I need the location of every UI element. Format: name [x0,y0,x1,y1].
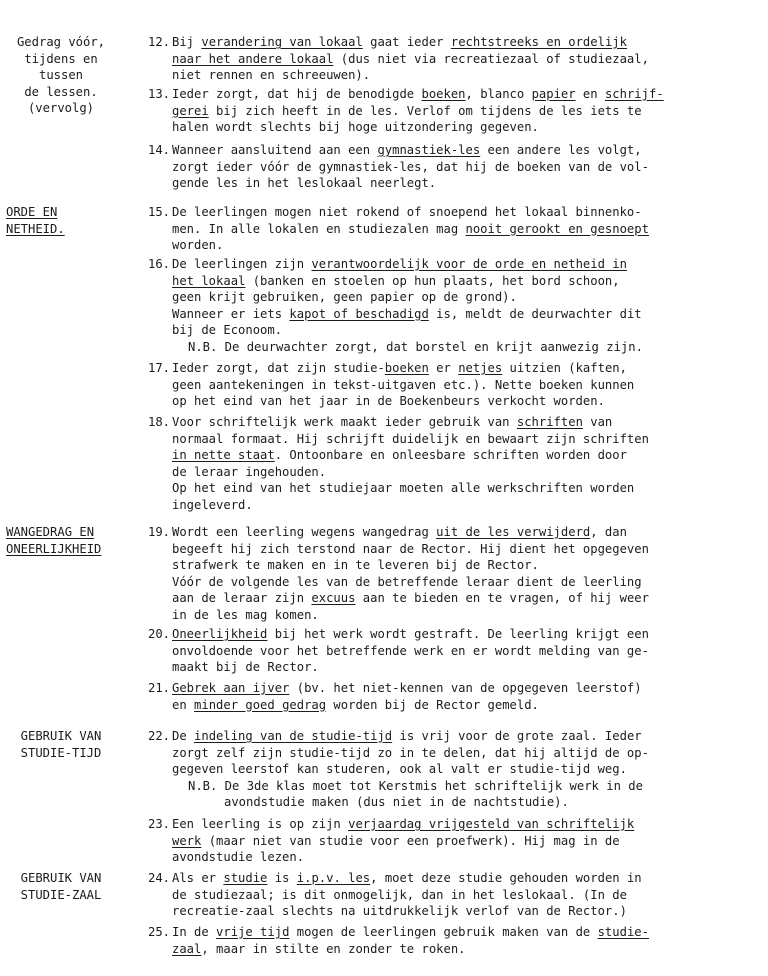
article-text [172,360,762,410]
text-line [172,159,762,176]
underlined-text: kapot of beschadigd [289,306,429,321]
text-segment: Wordt een leerling wegens wangedrag [172,525,437,539]
article-number: 17. [147,361,170,375]
section-heading-line: STUDIE-ZAAL [20,887,102,902]
underlined-text: rechtstreeks en ordelijk [450,35,627,49]
underlined-text: i.p.v. les [296,871,371,885]
text-line [172,697,762,714]
text-line [172,360,762,377]
text-segment: Vóór de volgende les van de betreffende leraar dient de leerling [172,574,642,589]
text-segment: op het eind van het jaar in de Boekenbeurs verkocht worden. [172,394,605,408]
underlined-text: in nette staat [172,448,275,462]
text-segment: N.B. De deurwachter zorgt, dat borstel en krijt aanwezig zijn. [188,339,643,354]
article-number: 12. [147,35,170,49]
text-segment: in de les mag komen. [172,607,319,622]
text-line [172,377,762,394]
text-segment: gegeven leerstof kan studeren, ook al valt er studie-tijd weg. [172,762,627,776]
text-segment: worden. [172,238,224,252]
text-line [172,431,762,448]
text-segment: is, meldt de deurwachter dit [428,306,642,321]
underlined-text: indeling van de studie-tijd [194,729,393,743]
text-segment: bij de Econoom. [172,323,283,337]
underlined-text: zaal [172,941,202,956]
text-segment: , blanco [465,87,532,101]
text-segment: een andere les volgt, [480,143,642,157]
section-heading-line: tussen [38,68,84,82]
underlined-text: het lokaal [172,273,246,288]
text-line [172,221,762,238]
article-text [172,34,762,84]
text-segment: Wanneer er iets [172,306,290,321]
text-segment: (bv. het niet-kennen van de opgegeven leerstof) [289,681,642,695]
text-line [172,414,762,431]
text-segment: (maar niet van studie voor een proefwerk). Hij mag in de [201,833,620,848]
text-segment: (dus niet via recreatiezaal of studiezaal, [333,51,649,66]
text-segment: halen wordt slechts bij hoge uitzondering gegeven. [172,120,539,134]
text-segment: geen krijt gebruiken, geen papier op de grond). [172,290,517,304]
text-segment: is [267,871,297,885]
text-segment: is vrij voor de grote zaal. Ieder [392,729,642,743]
underlined-text: vrije tijd [216,925,290,939]
text-line [172,306,762,323]
article-number: 16. [147,257,170,271]
text-segment: aan te bieden en te vragen, of hij weer [355,591,649,605]
text-segment: men. In alle lokalen en studiezalen mag [172,221,466,236]
text-line [172,574,762,591]
text-segment: De [172,729,195,743]
text-segment: onvoldoende voor het betreffende werk en er wordt melding van ge- [172,643,649,658]
text-line [172,447,762,464]
underlined-text: gymnastiek-les [377,143,481,157]
underlined-text: boeken [421,87,466,101]
text-segment: recreatie-zaal slechts na uitdrukkelijk verlof van de Rector.) [172,904,627,918]
section-heading-line: de lessen. [24,84,98,99]
article-number: 14. [147,143,170,157]
section-heading-gedrag [6,34,116,117]
text-segment: Op het eind van het studiejaar moeten alle werkschriften worden [172,481,635,495]
text-line [172,887,762,904]
text-segment: zorgt ieder vóór de gymnastiek-les, dat hij de boeken van de vol- [172,159,649,174]
underlined-text: werk [172,833,202,848]
text-segment: Wanneer aansluitend aan een [172,143,378,157]
text-segment: gende les in het leslokaal neerlegt. [172,176,437,190]
text-segment: zorgt zelf zijn studie-tijd zo in te delen, dat hij altijd de op- [172,745,649,760]
text-line [172,903,762,920]
text-segment: er [428,361,459,375]
article-number: 19. [147,525,170,539]
text-line [172,924,762,941]
text-line [172,273,762,290]
text-segment: aan de leraar zijn [172,591,312,605]
underlined-text: boeken [384,361,429,375]
text-segment: De leerlingen mogen niet rokend of snoepend het lokaal binnenko- [172,205,642,219]
text-segment: strafwerk te maken en in te leveren bij de Rector. [172,558,539,572]
underlined-text: verjaardag vrijgesteld van schriftelijk [348,817,635,831]
text-segment: normaal formaat. Hij schrijft duidelijk en bewaart zijn schriften [172,431,649,446]
section-heading-studietijd [6,728,116,761]
text-line [172,524,762,541]
text-segment: bij het werk wordt gestraft. De leerling krijgt een [267,627,649,641]
section-heading-line: GEBRUIK VAN [20,871,102,885]
text-segment: mogen de leerlingen gebruik maken van de [289,925,598,939]
text-line [172,339,762,356]
text-segment: avondstudie maken (dus niet in de nachtstudie). [224,795,569,809]
text-line [172,870,762,887]
text-segment: . Ontoonbare en onleesbare schriften worden door [274,448,627,462]
text-line [172,480,762,497]
text-line [172,541,762,558]
text-segment: bij zich heeft in de les. Verlof om tijdens de les iets te [208,103,642,118]
text-line [172,51,762,68]
text-segment: Een leerling is op zijn [172,817,349,831]
text-line [172,833,762,850]
text-line [172,393,762,410]
text-segment: uitzien (kaften, [502,361,627,375]
underlined-text: schrijf- [604,87,664,101]
article-text [172,204,762,254]
text-line [172,86,762,103]
text-line [172,849,762,866]
section-heading-orde [6,204,116,237]
text-line [172,761,762,778]
article-number: 21. [147,681,170,695]
text-segment: de studiezaal; is dit onmogelijk, dan in het leslokaal. (In de [172,887,627,902]
text-segment: (banken en stoelen op hun plaats, het bord schoon, [245,273,620,288]
text-line [172,680,762,697]
underlined-text: uit de les verwijderd [436,525,591,539]
text-line [172,204,762,221]
section-heading-line: WANGEDRAG EN [6,525,95,539]
underlined-text: minder goed gedrag [194,697,327,712]
section-heading-line: GEBRUIK VAN [20,729,102,743]
underlined-text: studie- [597,925,649,939]
text-line [172,34,762,51]
text-segment: en [575,87,605,101]
text-line [172,67,762,84]
text-line [172,256,762,273]
text-segment: Als er [172,871,224,885]
section-heading-line: ORDE EN [6,205,58,219]
underlined-text: schriften [516,415,583,429]
text-segment: begeeft hij zich terstond naar de Rector. Hij dient het opgegeven [172,541,649,556]
text-line [172,557,762,574]
text-line [172,590,762,607]
text-line [172,322,762,339]
text-line [172,497,762,514]
text-segment: maakt bij de Rector. [172,660,319,674]
underlined-text: naar het andere lokaal [172,51,334,66]
underlined-text: studie [223,871,268,885]
article-text [172,86,762,136]
text-segment: worden bij de Rector gemeld. [326,697,539,712]
text-line [172,237,762,254]
text-segment: Voor schriftelijk werk maakt ieder gebruik van [172,415,517,429]
text-segment: N.B. De 3de klas moet tot Kerstmis het schriftelijk werk in de [188,778,643,793]
text-line [172,778,762,795]
text-line [172,745,762,762]
article-text [172,524,762,623]
text-segment: In de [172,925,217,939]
underlined-text: nooit gerookt en gesnoept [465,221,649,236]
underlined-text: verandering van lokaal [201,35,363,49]
text-segment: Bij [172,35,202,49]
text-segment: , dan [590,525,627,539]
article-text [172,414,762,513]
underlined-text: Gebrek aan ijver [172,681,290,695]
text-segment: Ieder zorgt, dat zijn studie- [172,361,385,375]
underlined-text: Oneerlijkheid [172,627,268,641]
text-segment: De leerlingen zijn [172,257,312,271]
article-number: 13. [147,87,170,101]
underlined-text: excuus [311,591,356,605]
text-line [172,794,762,811]
underlined-text: papier [531,87,576,101]
text-line [172,289,762,306]
text-segment: avondstudie lezen. [172,850,305,864]
text-segment: niet rennen en schreeuwen). [172,68,371,82]
article-number: 18. [147,415,170,429]
text-segment: , maar in stilte en zonder te roken. [201,941,466,956]
text-segment: geen aantekeningen in tekst-uitgaven etc.). Nette boeken kunnen [172,377,635,392]
text-line [172,175,762,192]
section-heading-line: ONEERLIJKHEID [6,541,102,556]
article-text [172,680,762,713]
underlined-text: netjes [458,361,503,375]
text-segment: ingeleverd. [172,497,253,512]
text-segment: van [582,415,613,429]
section-heading-line: (vervolg) [27,101,95,115]
text-line [172,607,762,624]
text-segment: gaat ieder [362,35,451,49]
underlined-text: gerei [172,103,209,118]
text-segment: , moet deze studie gehouden worden in [370,871,642,885]
article-number: 23. [147,817,170,831]
text-line [172,643,762,660]
section-heading-studiezaal [6,870,116,903]
section-heading-line: NETHEID. [6,221,65,236]
section-heading-line: tijdens en [24,51,98,66]
section-heading-line: STUDIE-TIJD [20,745,102,760]
article-number: 15. [147,205,170,219]
article-text [172,626,762,676]
text-line [172,941,762,958]
text-line [172,816,762,833]
text-segment: en [172,697,195,712]
underlined-text: verantwoordelijk voor de orde en netheid in [311,257,627,271]
article-text [172,256,762,355]
article-text [172,816,762,866]
text-segment: de leraar ingehouden. [172,464,327,479]
article-text [172,142,762,192]
text-line [172,119,762,136]
text-line [172,728,762,745]
text-line [172,464,762,481]
article-number: 22. [147,729,170,743]
text-segment: Ieder zorgt, dat hij de benodigde [172,87,422,101]
text-line [172,103,762,120]
text-line [172,659,762,676]
section-heading-wangedrag [6,524,116,557]
article-number: 25. [147,925,170,939]
article-text [172,728,762,811]
section-heading-line: Gedrag vóór, [16,35,106,49]
article-number: 24. [147,871,170,885]
text-line [172,142,762,159]
article-number: 20. [147,627,170,641]
text-line [172,626,762,643]
article-text [172,870,762,920]
article-text [172,924,762,957]
